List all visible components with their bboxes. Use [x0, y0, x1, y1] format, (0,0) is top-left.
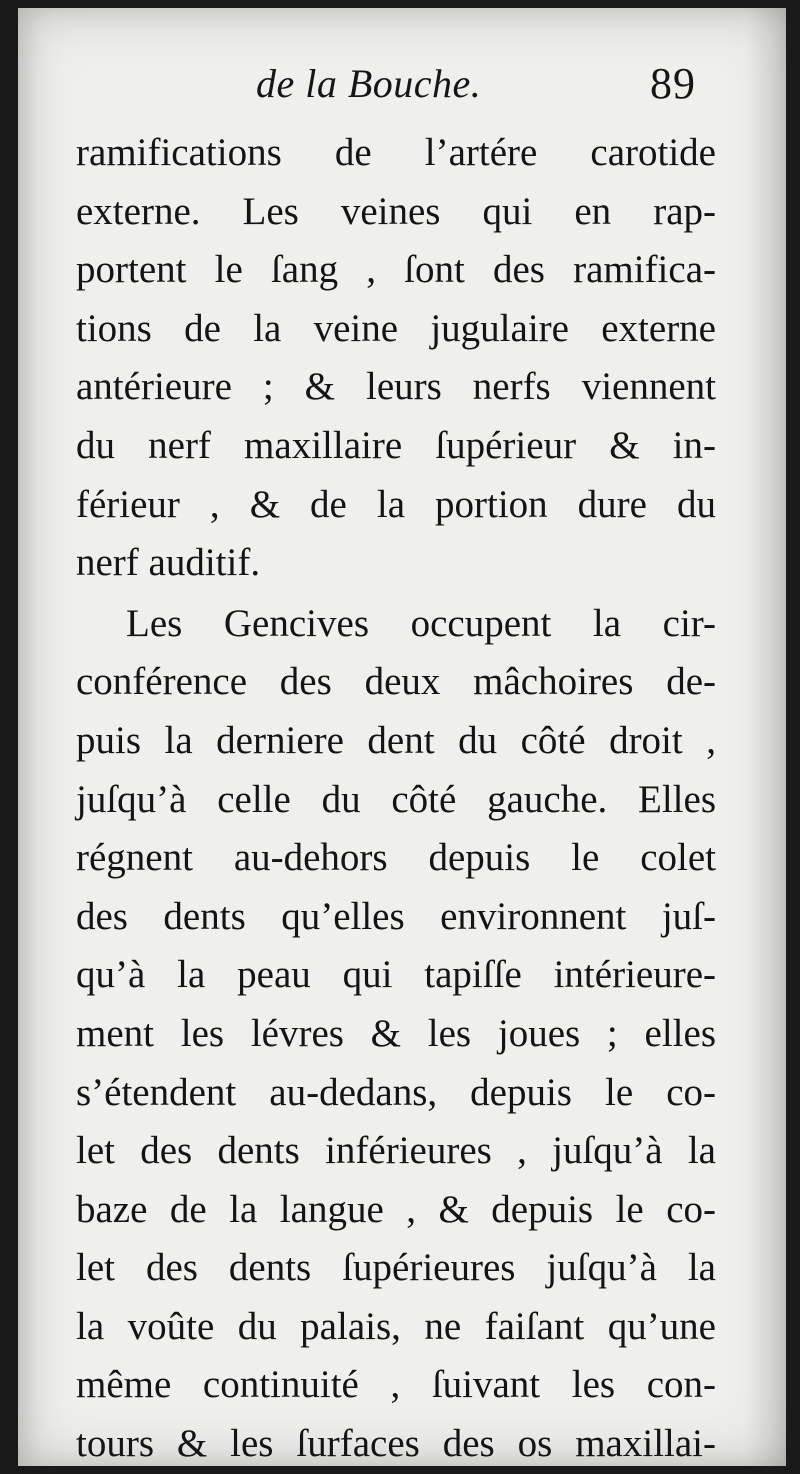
- text-line: Les Gencives occupent la cir-: [126, 601, 716, 645]
- text-line: tours & les ſurfaces des os maxillai-: [76, 1422, 716, 1466]
- text-line: tions de la veine jugulaire externe: [76, 306, 716, 350]
- page-number: 89: [650, 59, 696, 108]
- running-head: [18, 60, 786, 120]
- text-line: même continuité , ſuivant les con-: [76, 1363, 716, 1407]
- text-line: ramifications de l’artére carotide: [76, 131, 716, 174]
- text-line: baze de la langue , & depuis le co-: [76, 1187, 716, 1231]
- text-line: juſqu’à celle du côté gauche. Elles: [76, 777, 716, 821]
- text-line: let des dents ſupérieures juſqu’à la: [76, 1246, 716, 1290]
- body-text: [76, 124, 716, 1466]
- text-line: du nerf maxillaire ſupérieur & in-: [76, 423, 716, 467]
- text-line: antérieure ; & leurs nerfs viennent: [76, 365, 716, 409]
- running-head-title: de la Bouche.: [256, 61, 482, 106]
- text-line: qu’à la peau qui tapiſſe intérieure-: [76, 953, 716, 997]
- text-line: des dents qu’elles environnent juſ-: [76, 894, 716, 938]
- text-line: la voûte du palais, ne faiſant qu’une: [76, 1304, 716, 1348]
- text-line: portent le ſang , ſont des ramifica-: [76, 248, 716, 292]
- text-line: férieur , & de la portion dure du: [76, 482, 716, 526]
- text-line: nerf auditif.: [76, 541, 261, 585]
- book-page: [18, 8, 786, 1466]
- text-line: let des dents inférieures , juſqu’à la: [76, 1129, 716, 1173]
- text-line: s’étendent au-dedans, depuis le co-: [76, 1070, 716, 1114]
- text-line: ment les lévres & les joues ; elles: [76, 1011, 716, 1055]
- text-line: puis la derniere dent du côté droit ,: [76, 718, 716, 762]
- text-line: conférence des deux mâchoires de-: [76, 660, 716, 704]
- paragraph: [76, 595, 716, 1466]
- paragraph: [76, 124, 716, 593]
- text-line: externe. Les veines qui en rap-: [76, 189, 716, 233]
- text-line: régnent au-dehors depuis le colet: [76, 836, 716, 880]
